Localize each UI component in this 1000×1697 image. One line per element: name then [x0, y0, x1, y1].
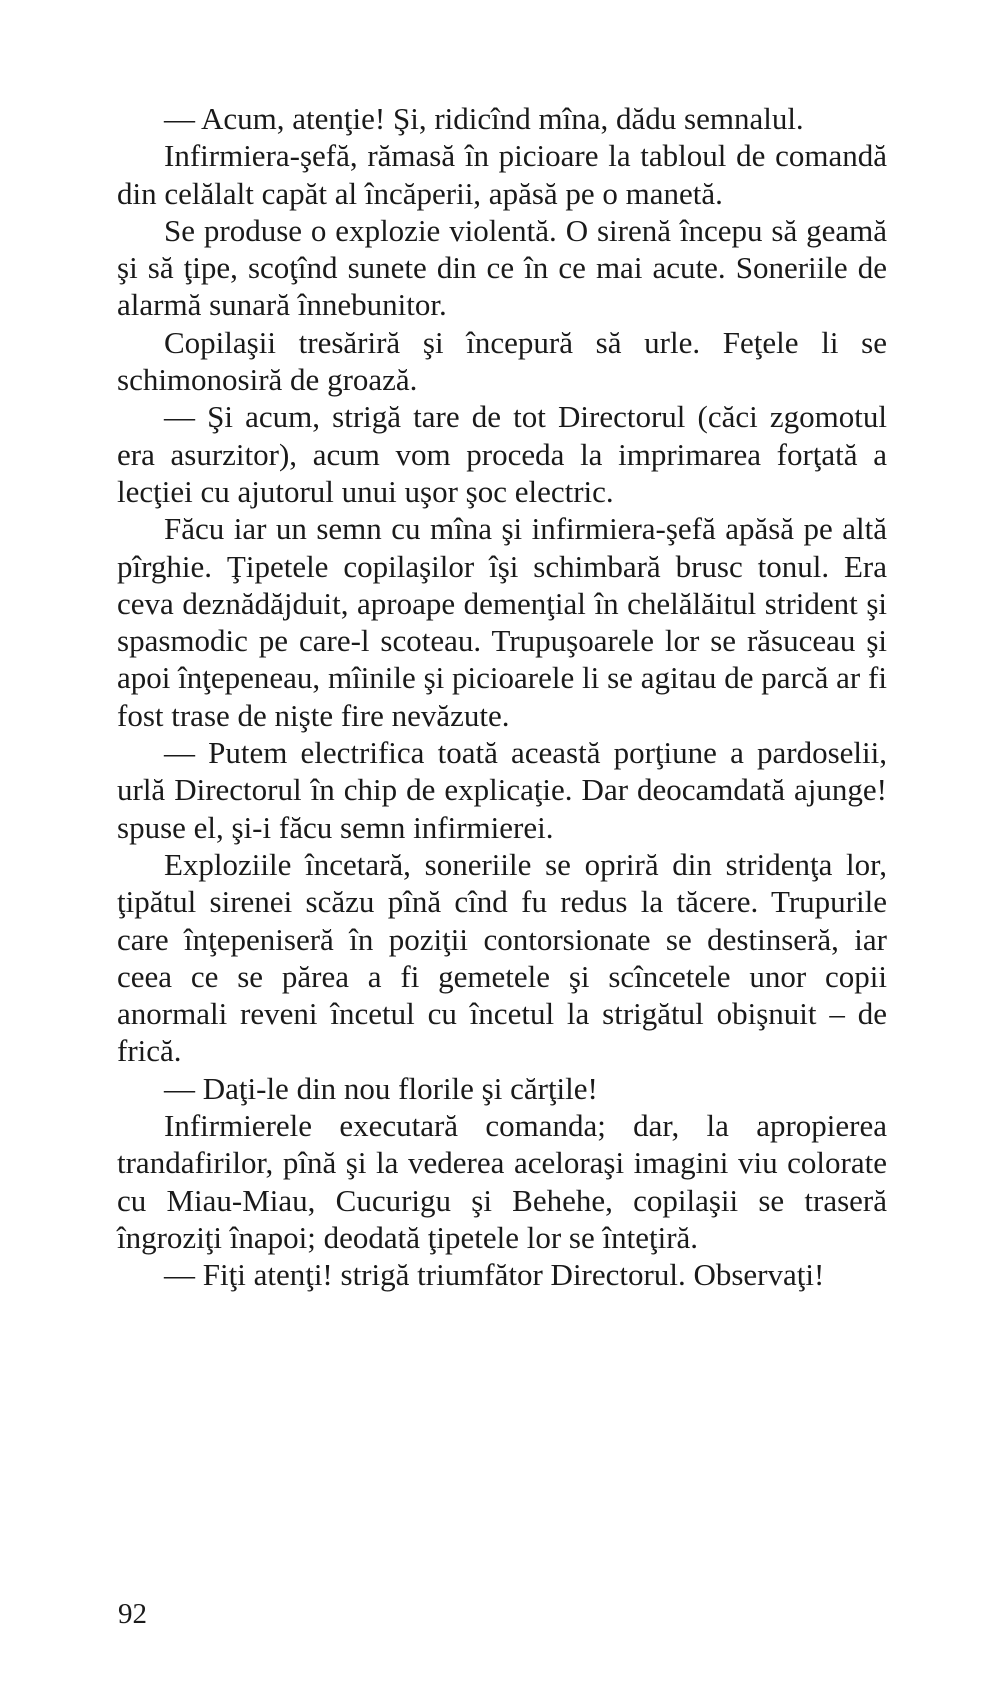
page-body [117, 100, 887, 1294]
paragraph-9: — Daţi-le din nou florile şi cărţile! [164, 1070, 598, 1106]
paragraph-8: Exploziile încetară, soneriile se opriră din stridenţa lor, ţipătul sirenei scăzu pînă cînd fu redus la tăcere. Trupurile care înţepeniseră în poziţii contorsionate se destinseră, iar ceea ce se părea a fi gemetele şi scîncetele unor copii anormali reveni încetul cu încetul la strigătul obişnuit – de frică. [117, 846, 887, 1069]
paragraph-2: Infirmiera-şefă, rămasă în picioare la tabloul de comandă din celălalt capăt al încăperii, apăsă pe o manetă. [117, 138, 887, 211]
page-number: 92 [118, 1598, 147, 1630]
paragraph-11: — Fiţi atenţi! strigă triumfător Directorul. Observaţi! [164, 1257, 825, 1293]
paragraph-3: Se produse o explozie violentă. O sirenă începu să geamă şi să ţipe, scoţînd sunete din ce în ce mai acute. Soneriile de alarmă sunară înnebunitor. [117, 212, 887, 323]
paragraph-7: — Putem electrifica toată această porţiune a pardoselii, urlă Directorul în chip de explicaţie. Dar deocamdată ajunge! spuse el, şi-i făcu semn infirmierei. [117, 735, 887, 845]
paragraph-4: Copilaşii tresăriră şi începură să urle. Feţele li se schimonosiră de groază. [117, 324, 887, 398]
paragraph-5: — Şi acum, strigă tare de tot Directorul (căci zgomotul era asurzitor), acum vom proceda la imprimarea forţată a lecţiei cu ajutorul unui uşor şoc electric. [117, 399, 887, 509]
paragraph-10: Infirmierele executară comanda; dar, la apropierea trandafirilor, pînă şi la vederea aceloraşi imagini viu colorate cu Miau-Miau, Cucurigu şi Behehe, copilaşii se traseră îngroziţi înapoi; deodată ţipetele lor se înteţiră. [117, 1108, 887, 1255]
paragraph-6: Făcu iar un semn cu mîna şi infirmiera-şefă apăsă pe altă pîrghie. Ţipetele copilaşilor îşi schimbară brusc tonul. Era ceva deznădăjduit, aproape demenţial în chelălăitul strident şi spasmodic pe care-l scoteau. Trupuşoarele lor se răsuceau şi apoi înţepeneau, mîinile şi picioarele li se agitau de parcă ar fi fost trase de nişte fire nevăzute. [117, 511, 887, 733]
paragraph-1: — Acum, atenţie! Şi, ridicînd mîna, dădu semnalul. [164, 101, 804, 136]
